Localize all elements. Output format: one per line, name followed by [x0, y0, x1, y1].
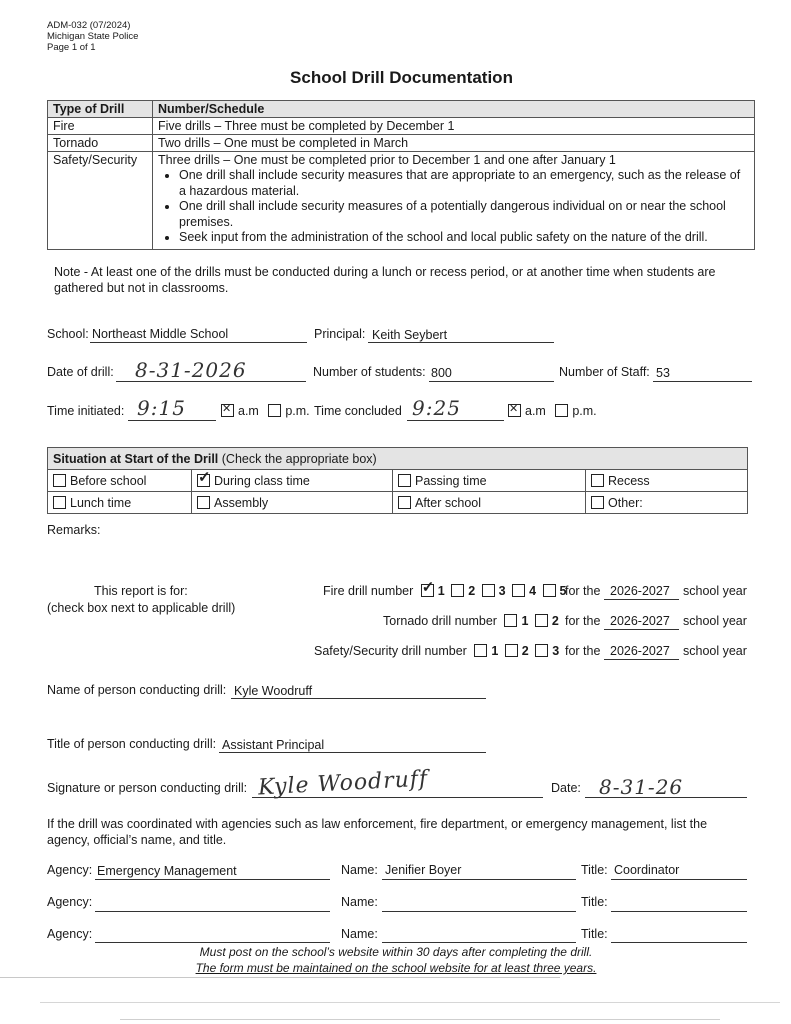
staff-field[interactable]: 53 — [656, 366, 670, 380]
name-underline — [382, 911, 576, 912]
pm-label: p.m. — [572, 404, 597, 418]
title-underline — [611, 911, 747, 912]
form-id: ADM-032 (07/2024) — [47, 20, 131, 31]
school-label: School: — [47, 327, 89, 341]
am-label: a.m — [525, 404, 546, 418]
staff-underline — [653, 381, 752, 382]
title-label: Title: — [581, 927, 608, 941]
agency-underline — [95, 911, 330, 912]
agency-underline — [95, 942, 330, 943]
option-passing-time[interactable] — [393, 470, 586, 492]
signature-underline — [252, 797, 543, 798]
time-concluded-field[interactable]: 9:25 — [412, 396, 461, 420]
drill-type: Fire — [48, 118, 153, 135]
drill-schedule: Two drills – One must be completed in March — [153, 135, 755, 152]
safety-2-checkbox[interactable] — [505, 644, 518, 657]
drill-date-underline — [116, 381, 306, 382]
am-checkbox[interactable] — [508, 404, 521, 417]
pm-checkbox[interactable] — [268, 404, 281, 417]
option-during-class[interactable] — [192, 470, 393, 492]
principal-field[interactable]: Keith Seybert — [372, 328, 448, 342]
checkbox[interactable] — [197, 474, 210, 487]
report-check-hint: (check box next to applicable drill) — [47, 601, 236, 615]
drill-table-col-type: Type of Drill — [48, 101, 153, 118]
report-for-label: This report is for: — [94, 584, 188, 598]
signature-date-label: Date: — [551, 781, 581, 795]
time-initiated-field[interactable]: 9:15 — [137, 396, 186, 420]
num-label: 3 — [498, 584, 506, 598]
pm-label: p.m. — [285, 404, 310, 418]
title-underline — [611, 942, 747, 943]
table-row — [48, 118, 755, 135]
option-before-school[interactable] — [48, 470, 192, 492]
students-label: Number of students: — [313, 365, 426, 379]
drill-date-label: Date of drill: — [47, 365, 114, 379]
name-label: Name: — [341, 927, 378, 941]
conductor-name-underline — [231, 698, 486, 699]
conductor-title-underline — [219, 752, 486, 753]
num-label: 5 — [559, 584, 567, 598]
tornado-school-year-field[interactable]: 2026-2027 — [610, 614, 670, 628]
situation-header — [48, 448, 748, 470]
checkbox[interactable] — [591, 496, 604, 509]
am-pm-initiated — [221, 404, 310, 418]
signature[interactable]: Kyle Woodruff — [257, 766, 429, 801]
coordination-text: If the drill was coordinated with agencies such as law enforcement, fire department, or emergency management, list the agency, official’s name, and title. — [47, 817, 708, 847]
for-the-label: for the — [565, 584, 601, 598]
table-row — [48, 152, 755, 250]
tornado-drill-row — [383, 614, 562, 628]
agency-underline — [95, 879, 330, 880]
fire-year-underline — [604, 599, 679, 600]
drill-table-col-schedule: Number/Schedule — [153, 101, 755, 118]
am-pm-concluded — [508, 404, 597, 418]
num-label: 2 — [468, 584, 476, 598]
principal-label: Principal: — [314, 327, 366, 341]
name-label: Name: — [341, 895, 378, 909]
safety-bullets — [158, 168, 749, 246]
fire-2-checkbox[interactable] — [451, 584, 464, 597]
drill-table — [47, 100, 755, 250]
students-field[interactable]: 800 — [431, 366, 452, 380]
school-year-label: school year — [683, 614, 747, 628]
drill-date-field[interactable]: 8-31-2026 — [135, 358, 247, 382]
title-underline — [611, 879, 747, 880]
safety-school-year-field[interactable]: 2026-2027 — [610, 644, 670, 658]
scan-line — [40, 1002, 780, 1003]
page-number: Page 1 of 1 — [47, 42, 96, 53]
signature-date-field[interactable]: 8-31-26 — [599, 775, 684, 799]
option-label: Recess — [608, 473, 650, 488]
option-label: After school — [415, 495, 482, 510]
drill-type: Safety/Security — [48, 152, 153, 250]
option-label: Lunch time — [70, 495, 132, 510]
option-lunch-time[interactable] — [48, 492, 192, 514]
bullet-item: • Seek input from the administration of the school and local public safety on the nature of the drill. — [179, 230, 749, 246]
time-initiated-underline — [128, 420, 216, 421]
fire-drill-label: Fire drill number — [323, 584, 414, 598]
for-the-label: for the — [565, 644, 601, 658]
drill-note: Note - At least one of the drills must be conducted during a lunch or recess period, or at another time when students are gathered but not in classrooms. — [54, 265, 716, 295]
option-label: Passing time — [415, 473, 487, 488]
school-underline — [90, 342, 307, 343]
footer-line-1: Must post on the school’s website within 30 days after completing the drill. — [199, 945, 593, 959]
title-label: Title: — [581, 863, 608, 877]
fire-3-checkbox[interactable] — [482, 584, 495, 597]
am-label: a.m — [238, 404, 259, 418]
option-label: Other: — [608, 495, 643, 510]
page-title: School Drill Documentation — [290, 68, 513, 87]
checkbox[interactable] — [53, 496, 66, 509]
drill-schedule: Three drills – One must be completed prior to December 1 and one after January 1 — [158, 153, 616, 167]
pm-checkbox[interactable] — [555, 404, 568, 417]
agency-name: Michigan State Police — [47, 31, 139, 42]
time-concluded-underline — [407, 420, 504, 421]
remarks-label: Remarks: — [47, 523, 101, 537]
option-after-school[interactable] — [393, 492, 586, 514]
footer-line-2: The form must be maintained on the school website for at least three years. — [195, 961, 597, 975]
tornado-year-underline — [604, 629, 679, 630]
option-other[interactable] — [586, 492, 748, 514]
num-label: 1 — [491, 644, 499, 658]
situation-header-rest: (Check the appropriate box) — [218, 451, 377, 466]
principal-underline — [368, 342, 554, 343]
option-label: Assembly — [214, 495, 269, 510]
fire-1-checkbox[interactable] — [421, 584, 434, 597]
safety-drill-label: Safety/Security drill number — [314, 644, 467, 658]
title-field-1[interactable]: Coordinator — [614, 863, 680, 877]
safety-drill-row — [314, 644, 562, 658]
name-label: Name: — [341, 863, 378, 877]
signature-label: Signature or person conducting drill: — [47, 781, 248, 795]
option-label: Before school — [70, 473, 147, 488]
table-row — [48, 135, 755, 152]
fire-school-year-field[interactable]: 2026-2027 — [610, 584, 670, 598]
drill-schedule-cell — [153, 152, 755, 250]
scan-line — [0, 977, 560, 978]
conductor-title-field[interactable]: Assistant Principal — [222, 738, 325, 752]
num-label: 2 — [551, 614, 559, 628]
option-recess[interactable] — [586, 470, 748, 492]
safety-1-checkbox[interactable] — [474, 644, 487, 657]
tornado-2-checkbox[interactable] — [535, 614, 548, 627]
tornado-drill-label: Tornado drill number — [383, 614, 497, 628]
safety-3-checkbox[interactable] — [535, 644, 548, 657]
bullet-item: • One drill shall include security measures of a potentially dangerous individual on or near the school premises. — [179, 199, 749, 230]
checkbox[interactable] — [591, 474, 604, 487]
fire-4-checkbox[interactable] — [512, 584, 525, 597]
name-underline — [382, 942, 576, 943]
situation-header-bold: Situation at Start of the Drill — [53, 451, 219, 466]
agency-field-1[interactable]: Emergency Management — [97, 864, 237, 878]
form-header — [47, 20, 138, 53]
time-initiated-label: Time initiated: — [47, 404, 125, 418]
situation-table — [47, 447, 748, 514]
checkbox[interactable] — [197, 496, 210, 509]
agency-label: Agency: — [47, 863, 93, 877]
name-underline — [382, 879, 576, 880]
conductor-name-label: Name of person conducting drill: — [47, 683, 227, 697]
tornado-1-checkbox[interactable] — [504, 614, 517, 627]
conductor-title-label: Title of person conducting drill: — [47, 737, 217, 751]
staff-label: Number of Staff: — [559, 365, 650, 379]
checkbox[interactable] — [398, 496, 411, 509]
bullet-item: • One drill shall include security measures that are appropriate to an emergency, such as the release of a hazardous material. — [179, 168, 749, 199]
school-year-label: school year — [683, 644, 747, 658]
for-the-label: for the — [565, 614, 601, 628]
num-label: 3 — [552, 644, 560, 658]
time-concluded-label: Time concluded — [314, 404, 402, 418]
conductor-name-field[interactable]: Kyle Woodruff — [234, 684, 313, 698]
checkbox[interactable] — [398, 474, 411, 487]
option-label: During class time — [214, 473, 310, 488]
agency-label: Agency: — [47, 927, 93, 941]
fire-5-checkbox[interactable] — [543, 584, 556, 597]
num-label: 4 — [529, 584, 537, 598]
title-label: Title: — [581, 895, 608, 909]
school-year-label: school year — [683, 584, 747, 598]
scan-line — [120, 1019, 720, 1020]
safety-year-underline — [604, 659, 679, 660]
name-field-1[interactable]: Jenifier Boyer — [385, 863, 462, 877]
fire-drill-row — [323, 584, 570, 598]
drill-type: Tornado — [48, 135, 153, 152]
school-field[interactable]: Northeast Middle School — [92, 327, 229, 341]
num-label: 1 — [437, 584, 445, 598]
signature-date-underline — [585, 797, 747, 798]
num-label: 1 — [521, 614, 529, 628]
num-label: 2 — [521, 644, 529, 658]
students-underline — [429, 381, 554, 382]
checkbox[interactable] — [53, 474, 66, 487]
agency-label: Agency: — [47, 895, 93, 909]
am-checkbox[interactable] — [221, 404, 234, 417]
drill-schedule: Five drills – Three must be completed by December 1 — [153, 118, 755, 135]
option-assembly[interactable] — [192, 492, 393, 514]
